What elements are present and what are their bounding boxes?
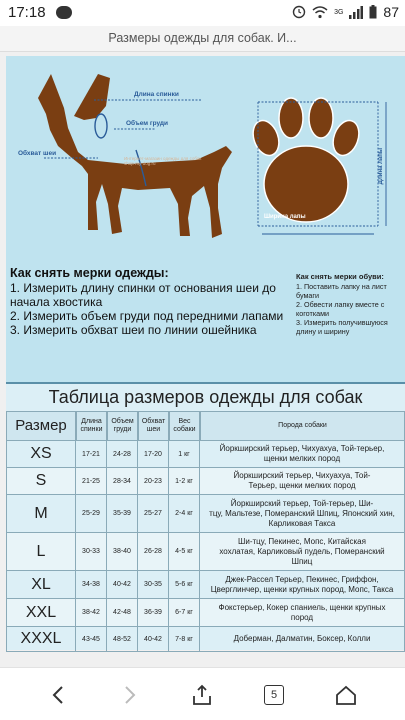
neck-cell: 25-27	[138, 495, 169, 532]
status-time: 17:18	[8, 4, 46, 21]
chest-cell: 38-40	[107, 533, 138, 570]
table-row	[6, 468, 405, 495]
wifi-icon	[312, 6, 328, 19]
shoe-step: 1. Поставить лапку на лист бумаги	[296, 282, 387, 300]
size-cell: XXL	[6, 599, 76, 626]
network-type: 3G	[334, 8, 344, 16]
chest-cell: 28-34	[107, 468, 138, 494]
breeds-cell	[200, 571, 405, 598]
breeds-line: Ши-тцу, Пекинес, Мопс, Китайская	[238, 536, 366, 546]
bottom-navigation	[0, 667, 405, 720]
chest-cell: 24-28	[107, 441, 138, 467]
neck-cell: 17-20	[138, 441, 169, 467]
status-icons	[292, 4, 399, 20]
weight-cell: 7-8 кг	[169, 627, 200, 651]
status-bar	[0, 0, 405, 26]
chevron-left-icon	[51, 685, 65, 705]
breeds-line: Доберман, Далматин, Боксер, Колли	[233, 634, 371, 643]
paw-length-label: Длина лапы	[378, 148, 384, 185]
weight-cell: 1 кг	[169, 441, 200, 467]
home-button[interactable]	[333, 682, 359, 708]
breeds-line: Йоркширский терьер, Той-терьер, Ши-	[230, 498, 374, 508]
message-icon	[56, 6, 72, 19]
breeds-cell	[200, 495, 405, 532]
chest-cell: 40-42	[107, 571, 138, 598]
back-cell: 38-42	[76, 599, 107, 626]
header-weight: Вес собаки	[169, 411, 200, 441]
breeds-line: тцу, Мальтезе, Померанский Шпиц, Японский хин,	[209, 508, 395, 518]
header-neck: Обхват шеи	[138, 411, 169, 441]
table-row	[6, 571, 405, 599]
table-row	[6, 533, 405, 571]
breeds-cell	[200, 599, 405, 626]
breeds-line: Карликовая Такса	[268, 518, 336, 528]
breeds-cell	[200, 468, 405, 494]
breeds-cell	[200, 441, 405, 467]
breeds-line: Цверглинчер, щенки крупных пород, Мопс, Такса	[210, 584, 394, 594]
clothes-measure-steps	[10, 281, 300, 337]
chest-cell: 42-48	[107, 599, 138, 626]
shoe-measure-steps	[296, 282, 405, 336]
back-button[interactable]	[45, 682, 71, 708]
clothes-measure-title: Как снять мерки одежды:	[10, 266, 169, 280]
back-cell: 43-45	[76, 627, 107, 651]
battery-icon	[369, 5, 377, 19]
shoe-step: 2. Обвести лапку вместе с коготками	[296, 300, 385, 318]
tab-count: 5	[270, 689, 278, 701]
page-content[interactable]	[0, 52, 405, 667]
size-table	[6, 382, 405, 650]
chevron-right-icon	[123, 685, 137, 705]
header-chest: Объем груди	[107, 411, 138, 441]
chest-label: Объем груди	[126, 120, 169, 127]
table-row	[6, 599, 405, 627]
breeds-line: Йоркширский терьер, Чихуахуа, Той-	[233, 471, 371, 480]
breeds-line: пород	[290, 612, 314, 622]
browser-title-bar	[0, 26, 405, 52]
header-back: Длина спинки	[76, 411, 107, 441]
breeds-line: Терьер, щенки мелких пород	[248, 481, 356, 490]
forward-button[interactable]	[117, 682, 143, 708]
breeds-line: Фокстерьер, Кокер спаниель, щенки крупных	[218, 602, 386, 612]
weight-cell: 1-2 кг	[169, 468, 200, 494]
size-cell: L	[6, 533, 76, 570]
back-length-label: Длина спинки	[134, 91, 179, 98]
back-cell: 21-25	[76, 468, 107, 494]
back-cell: 30-33	[76, 533, 107, 570]
paw-print	[249, 98, 364, 222]
size-cell: XS	[6, 441, 76, 467]
size-cell: S	[6, 468, 76, 494]
clothes-step: 2. Измерить объем груди под передними лапами	[10, 309, 284, 323]
breeds-line: Йоркширский терьер, Чихуахуа, Той-терьер,	[219, 444, 385, 453]
chest-cell: 48-52	[107, 627, 138, 651]
page-title: Размеры одежды для собак. И...	[108, 31, 297, 45]
dog-measurement-illustration	[6, 56, 405, 266]
tab-count-icon	[264, 685, 284, 705]
watermark: Интернет-магазин одежды для собак shop-my-dog.ru	[124, 156, 202, 166]
share-icon	[191, 684, 213, 706]
back-cell: 17-21	[76, 441, 107, 467]
header-breeds: Порода собаки	[200, 411, 405, 441]
weight-cell: 2-4 кг	[169, 495, 200, 532]
neck-cell: 20-23	[138, 468, 169, 494]
neck-cell: 26-28	[138, 533, 169, 570]
table-row	[6, 627, 405, 652]
size-table-title: Таблица размеров одежды для собак	[48, 387, 363, 407]
share-button[interactable]	[189, 682, 215, 708]
size-cell: XL	[6, 571, 76, 598]
table-row	[6, 441, 405, 468]
breeds-line: щенки мелких пород	[263, 454, 341, 463]
breeds-line: Шпиц	[291, 556, 313, 566]
breeds-cell	[200, 533, 405, 570]
weight-cell: 6-7 кг	[169, 599, 200, 626]
shoe-step: 3. Измерить получившуюся длину и ширину	[296, 318, 388, 336]
shoe-measure-title: Как снять мерки обуви:	[296, 272, 384, 281]
size-cell: M	[6, 495, 76, 532]
signal-icon	[349, 6, 363, 19]
neck-cell: 30-35	[138, 571, 169, 598]
clothes-step: 1. Измерить длину спинки от основания шеи до начала хвостика	[10, 281, 276, 309]
breeds-line: Джек-Рассел Терьер, Пекинес, Гриффон,	[225, 574, 379, 584]
size-cell: XXXL	[6, 627, 76, 651]
back-cell: 34-38	[76, 571, 107, 598]
chest-cell: 35-39	[107, 495, 138, 532]
header-size: Размер	[6, 411, 76, 441]
table-row	[6, 495, 405, 533]
breeds-line: хохлатая, Карликовый пудель, Померанский	[219, 546, 385, 556]
clothes-step: 3. Измерить обхват шеи по линии ошейника	[10, 323, 257, 337]
home-icon	[335, 684, 357, 706]
weight-cell: 4-5 кг	[169, 533, 200, 570]
tabs-button[interactable]	[261, 682, 287, 708]
paw-width-label: Ширина лапы	[264, 214, 306, 220]
weight-cell: 5-6 кг	[169, 571, 200, 598]
neck-label: Обхват шеи	[18, 150, 57, 157]
back-cell: 25-29	[76, 495, 107, 532]
breeds-cell	[200, 627, 405, 651]
info-image	[6, 56, 405, 432]
neck-cell: 36-39	[138, 599, 169, 626]
battery-level: 87	[383, 4, 399, 20]
neck-cell: 40-42	[138, 627, 169, 651]
alarm-icon	[292, 5, 306, 19]
